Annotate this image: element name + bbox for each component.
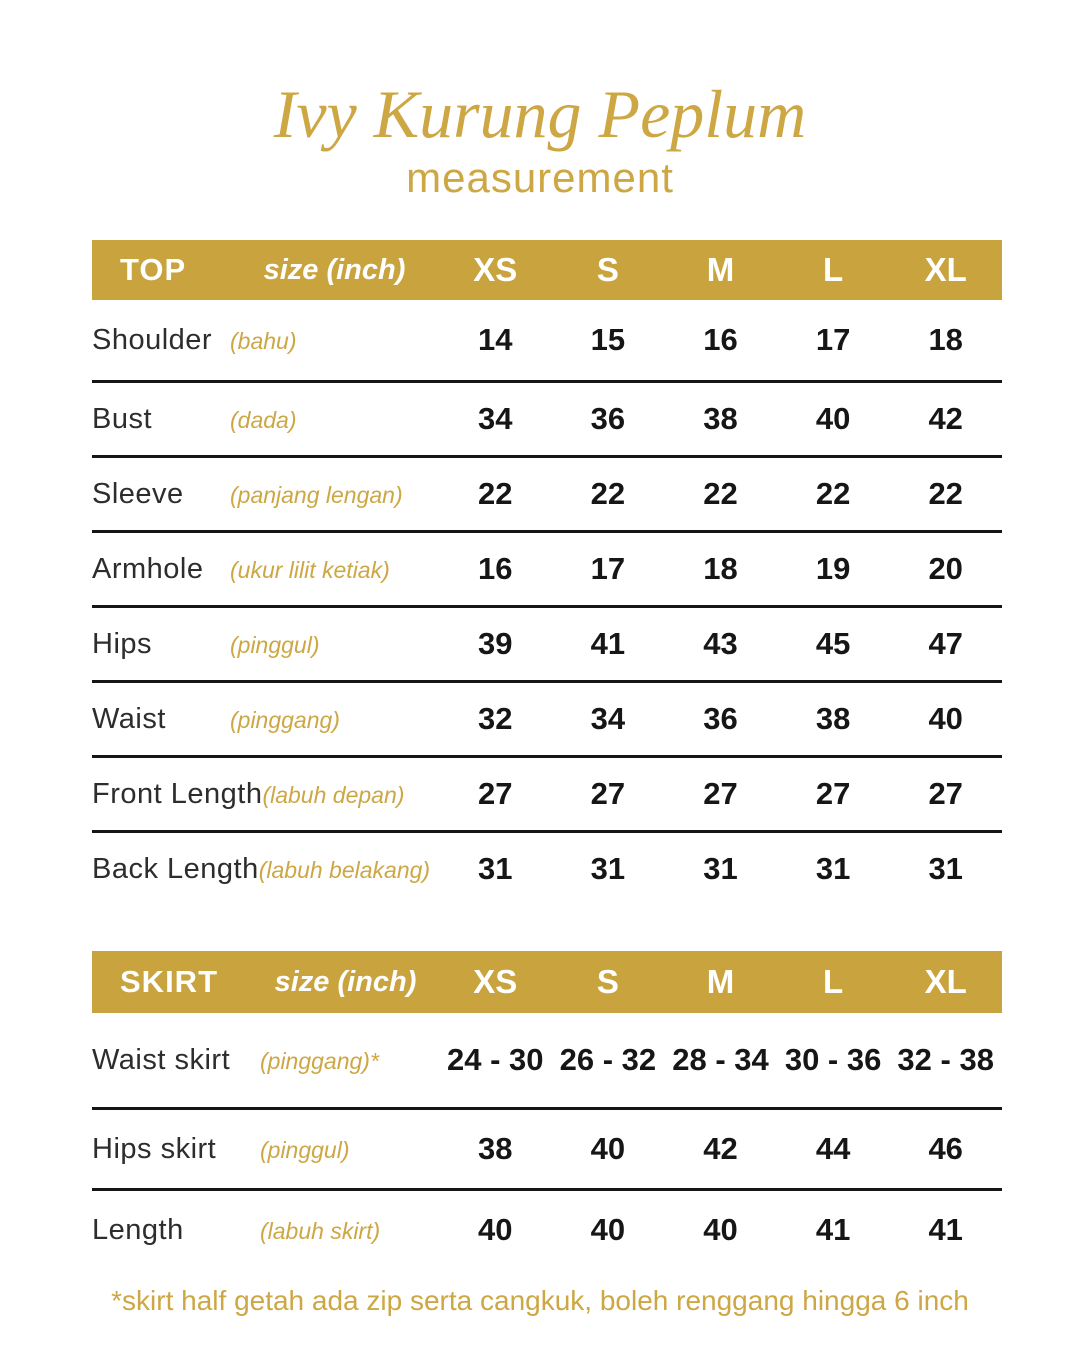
size-value: 44 (815, 1131, 851, 1167)
size-value: 38 (478, 1131, 513, 1167)
top-table-title: TOP (120, 252, 187, 288)
size-value: 27 (928, 776, 963, 812)
size-column-l: L (823, 963, 844, 1001)
size-value: 24 - 30 (447, 1042, 544, 1078)
size-value: 47 (928, 626, 963, 662)
size-value: 32 (478, 701, 513, 737)
size-value: 16 (703, 322, 738, 358)
row-values (439, 626, 1002, 662)
row-values (439, 701, 1002, 737)
row-label-group (92, 778, 439, 811)
measurement-label: Hips skirt (92, 1132, 217, 1165)
measurement-translation: (labuh depan) (262, 781, 405, 808)
measurement-translation: (labuh belakang) (258, 856, 431, 883)
measurement-label: Armhole (92, 552, 204, 585)
row-label-group (92, 553, 439, 586)
top-size-columns (439, 251, 1002, 289)
size-value: 34 (478, 401, 513, 437)
row-values (439, 322, 1002, 358)
size-column-m: M (706, 251, 735, 289)
size-value: 22 (815, 476, 851, 512)
row-values (439, 851, 1002, 887)
table-row-sleeve (92, 458, 1002, 533)
row-values (439, 1131, 1002, 1167)
measurement-label: Sleeve (92, 477, 184, 510)
size-value: 34 (590, 701, 626, 737)
size-value: 40 (478, 1212, 513, 1248)
size-column-xl: XL (924, 251, 967, 289)
size-column-m: M (706, 963, 735, 1001)
size-value: 40 (590, 1212, 626, 1248)
size-value: 15 (590, 322, 626, 358)
row-values (439, 401, 1002, 437)
row-label-group (92, 628, 439, 661)
size-value: 14 (478, 322, 513, 358)
skirt-size-columns (439, 963, 1002, 1001)
top-size-unit-label: size (inch) (263, 253, 406, 286)
table-row-front-length (92, 758, 1002, 833)
measurement-label: Front Length (92, 777, 263, 810)
size-value: 19 (815, 551, 851, 587)
measurement-translation: (ukur lilit ketiak) (230, 556, 390, 583)
size-value: 27 (815, 776, 851, 812)
measurement-translation: (dada) (230, 406, 297, 433)
measurement-translation: (panjang lengan) (230, 481, 403, 508)
table-row-bust (92, 383, 1002, 458)
measurement-label: Waist skirt (92, 1043, 231, 1076)
measurement-translation: (pinggang) (230, 706, 340, 733)
row-values (439, 1212, 1002, 1248)
size-value: 22 (703, 476, 738, 512)
size-value: 38 (815, 701, 851, 737)
row-label-group (92, 703, 439, 736)
size-value: 18 (703, 551, 738, 587)
measurement-label: Hips (92, 627, 153, 660)
measurement-translation: (pinggang)* (260, 1047, 379, 1074)
top-size-table (92, 240, 1002, 905)
top-table-header (92, 240, 1002, 300)
size-value: 45 (815, 626, 851, 662)
size-value: 40 (590, 1131, 626, 1167)
skirt-size-unit-label: size (inch) (274, 965, 417, 998)
size-value: 38 (703, 401, 738, 437)
table-row-shoulder (92, 300, 1002, 383)
measurement-label: Waist (92, 702, 166, 735)
size-value: 27 (703, 776, 738, 812)
size-value: 18 (928, 322, 963, 358)
size-value: 31 (590, 851, 626, 887)
size-value: 22 (928, 476, 963, 512)
row-values (439, 551, 1002, 587)
measurement-label: Length (92, 1213, 184, 1246)
measurement-translation: (bahu) (230, 327, 297, 354)
header (0, 76, 1080, 202)
measurement-translation: (pinggul) (230, 631, 320, 658)
row-label-group (92, 1133, 439, 1166)
size-value: 22 (590, 476, 626, 512)
size-value: 17 (590, 551, 626, 587)
measurement-label: Shoulder (92, 323, 213, 356)
size-value: 32 - 38 (897, 1042, 994, 1078)
row-values (439, 1042, 1002, 1078)
size-column-s: S (596, 963, 619, 1001)
size-value: 30 - 36 (784, 1042, 882, 1078)
table-row-waist (92, 683, 1002, 758)
size-value: 41 (815, 1212, 851, 1248)
row-label-group (92, 403, 439, 436)
table-row-armhole (92, 533, 1002, 608)
size-value: 43 (703, 626, 738, 662)
row-values (439, 776, 1002, 812)
measurement-label: Back Length (92, 852, 259, 885)
table-row-back-length (92, 833, 1002, 905)
measurement-translation: (labuh skirt) (260, 1217, 381, 1244)
table-row-hips-skirt (92, 1110, 1002, 1191)
size-value: 27 (590, 776, 626, 812)
row-label-group (92, 853, 439, 886)
size-column-l: L (823, 251, 844, 289)
size-value: 27 (478, 776, 513, 812)
size-value: 22 (478, 476, 513, 512)
size-column-xs: XS (473, 251, 518, 289)
size-column-xl: XL (924, 963, 967, 1001)
size-value: 31 (703, 851, 738, 887)
table-row-hips (92, 608, 1002, 683)
size-value: 39 (478, 626, 513, 662)
size-column-s: S (596, 251, 619, 289)
row-label-group (92, 478, 439, 511)
size-value: 46 (928, 1131, 963, 1167)
size-value: 26 - 32 (559, 1042, 657, 1078)
row-label-group (92, 1214, 439, 1247)
size-value: 41 (590, 626, 626, 662)
size-value: 40 (928, 701, 963, 737)
size-value: 17 (815, 322, 851, 358)
size-value: 40 (703, 1212, 738, 1248)
measurement-label: Bust (92, 402, 153, 435)
row-values (439, 476, 1002, 512)
table-row-skirt-length (92, 1191, 1002, 1269)
size-value: 16 (478, 551, 513, 587)
size-value: 42 (703, 1131, 738, 1167)
table-row-waist-skirt (92, 1013, 1002, 1110)
skirt-table-title: SKIRT (120, 964, 218, 1000)
size-value: 41 (928, 1212, 963, 1248)
size-value: 40 (815, 401, 851, 437)
row-label-group (92, 324, 439, 357)
size-value: 31 (815, 851, 851, 887)
size-value: 36 (590, 401, 626, 437)
size-value: 42 (928, 401, 963, 437)
size-value: 31 (478, 851, 513, 887)
page-title: Ivy Kurung Peplum (273, 76, 807, 152)
size-value: 36 (703, 701, 738, 737)
skirt-footnote: *skirt half getah ada zip serta cangkuk, boleh renggang hingga 6 inch (111, 1285, 969, 1317)
row-label-group (92, 1044, 439, 1077)
page-subtitle: measurement (406, 154, 674, 202)
size-value: 31 (928, 851, 963, 887)
size-value: 20 (928, 551, 963, 587)
size-column-xs: XS (473, 963, 518, 1001)
skirt-table-header (92, 951, 1002, 1013)
measurement-translation: (pinggul) (260, 1136, 350, 1163)
size-value: 28 - 34 (672, 1042, 769, 1078)
skirt-size-table (92, 951, 1002, 1269)
